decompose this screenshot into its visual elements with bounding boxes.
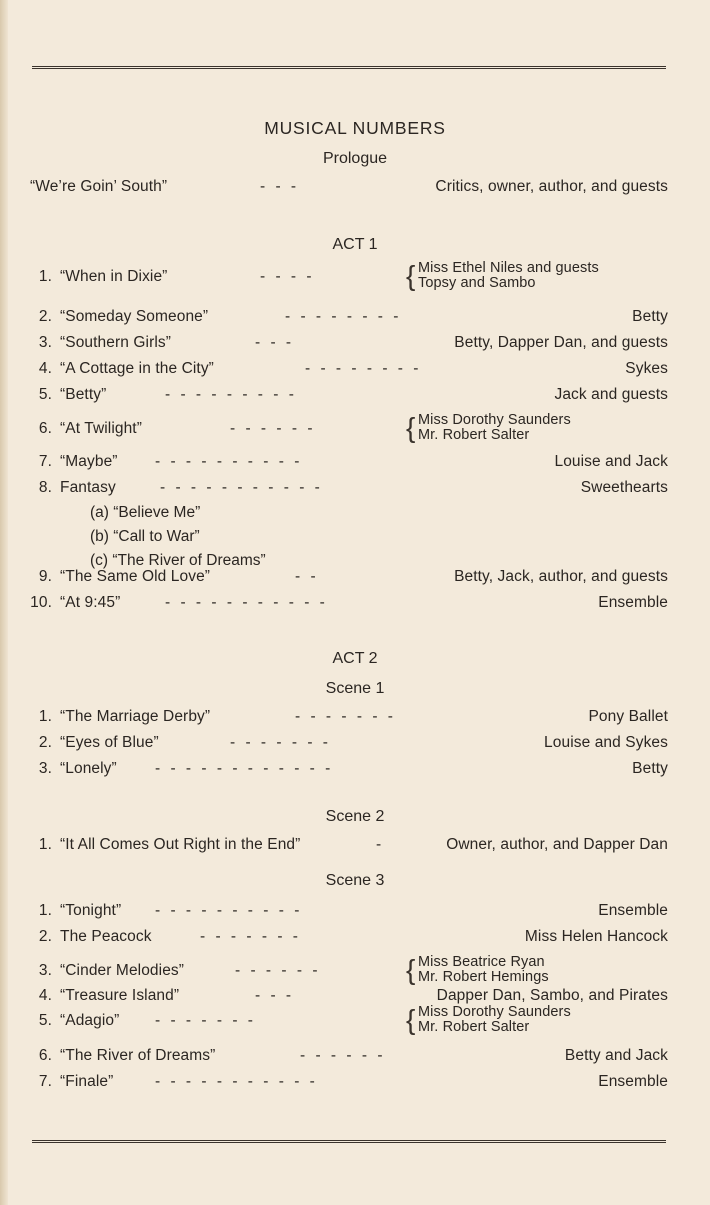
brace-glyph: { <box>406 954 416 985</box>
scene2-heading: Scene 2 <box>325 808 385 825</box>
leader-dots: - - - - - - <box>230 420 316 437</box>
list-item <box>30 594 668 616</box>
list-item <box>30 708 668 730</box>
item-number: 7. <box>38 1073 52 1090</box>
item-number: 6. <box>38 420 52 437</box>
list-item <box>30 479 668 501</box>
leader-dots: - - - - - - - - - - - <box>155 1073 318 1090</box>
performer-line: Miss Dorothy Saunders <box>418 412 571 428</box>
list-item <box>30 954 668 985</box>
prologue-row <box>30 178 668 200</box>
scene1-heading: Scene 1 <box>325 680 385 697</box>
performers <box>406 954 668 985</box>
performers: Owner, author, and Dapper Dan <box>446 836 668 853</box>
song-title: “Tonight” <box>60 902 122 919</box>
item-number: 7. <box>38 453 52 470</box>
song-title: “Eyes of Blue” <box>60 734 159 751</box>
item-number: 2. <box>38 928 52 945</box>
list-item <box>30 1047 668 1069</box>
song-title: “Adagio” <box>60 1012 120 1029</box>
performers: Louise and Sykes <box>544 734 668 751</box>
leader-dots: - - - - - - - - - - - - <box>155 760 334 777</box>
leader-dots: - - - - <box>260 268 315 285</box>
performers: Betty <box>632 308 668 325</box>
song-title: “Lonely” <box>60 760 117 777</box>
page-edge <box>0 0 8 1205</box>
item-number: 1. <box>38 836 52 853</box>
song-title: “It All Comes Out Right in the End” <box>60 836 301 853</box>
brace-glyph: { <box>406 260 416 291</box>
performers: Betty, Jack, author, and guests <box>454 568 668 585</box>
item-number: 4. <box>38 360 52 377</box>
leader-dots: - - - - - - - - <box>285 308 402 325</box>
performer-line: Miss Ethel Niles and guests <box>418 260 599 276</box>
performers: Betty <box>632 760 668 777</box>
leader-dots: - - - - - - - - - - - <box>160 479 323 496</box>
fantasy-part: (a) “Believe Me” <box>90 504 201 521</box>
item-number: 1. <box>38 268 52 285</box>
song-title: “At 9:45” <box>60 594 121 611</box>
performers: Pony Ballet <box>588 708 668 725</box>
performers: Louise and Jack <box>554 453 668 470</box>
list-item <box>30 308 668 330</box>
item-number: 1. <box>38 708 52 725</box>
performers: Jack and guests <box>554 386 668 403</box>
item-number: 3. <box>38 334 52 351</box>
song-title: “Maybe” <box>60 453 118 470</box>
leader-dots: - - - <box>255 334 295 351</box>
item-number: 4. <box>38 987 52 1004</box>
leader-dots: - - - - - - - - - - <box>155 902 303 919</box>
song-title: “At Twilight” <box>60 420 142 437</box>
leader-dots: - - - - - - - - <box>305 360 422 377</box>
item-number: 1. <box>38 902 52 919</box>
list-item <box>30 902 668 924</box>
leader-dots: - - - <box>260 178 300 195</box>
performer-line: Mr. Robert Hemings <box>418 969 549 985</box>
performers: Miss Helen Hancock <box>524 928 668 945</box>
leader-dots: - - - - - - - <box>155 1012 256 1029</box>
performers: Betty and Jack <box>564 1047 668 1064</box>
list-item <box>30 568 668 590</box>
leader-dots: - - - - - - - <box>230 734 331 751</box>
list-item <box>30 760 668 782</box>
item-number: 3. <box>38 760 52 777</box>
fantasy-part: (b) “Call to War” <box>90 528 200 545</box>
leader-dots: - - <box>295 568 319 585</box>
leader-dots: - <box>376 836 385 853</box>
leader-dots: - - - - - - - - - - <box>155 453 303 470</box>
performers: Ensemble <box>598 594 668 611</box>
performers <box>406 260 668 291</box>
list-item <box>30 334 668 356</box>
leader-dots: - - - - - - - <box>295 708 396 725</box>
bottom-double-rule <box>32 1140 666 1145</box>
list-item <box>30 928 668 950</box>
item-number: 2. <box>38 734 52 751</box>
song-title: “Cinder Melodies” <box>60 962 185 979</box>
performer-line: Topsy and Sambo <box>418 275 536 291</box>
song-title: “Finale” <box>60 1073 114 1090</box>
item-number: 2. <box>38 308 52 325</box>
list-item <box>30 360 668 382</box>
item-number: 3. <box>38 962 52 979</box>
performer-line: Mr. Robert Salter <box>418 427 530 443</box>
list-item <box>30 453 668 475</box>
song-title: “Someday Someone” <box>60 308 209 325</box>
brace-glyph: { <box>406 1004 416 1035</box>
leader-dots: - - - <box>255 987 295 1004</box>
item-number: 5. <box>38 1012 52 1029</box>
performer-line: Mr. Robert Salter <box>418 1019 530 1035</box>
song-title: “The Marriage Derby” <box>60 708 211 725</box>
page-title: MUSICAL NUMBERS <box>264 118 446 138</box>
performers: Critics, owner, author, and guests <box>435 178 668 195</box>
act2-heading: ACT 2 <box>332 650 378 667</box>
list-item <box>30 1073 668 1095</box>
item-number: 6. <box>38 1047 52 1064</box>
leader-dots: - - - - - - - - - <box>165 386 297 403</box>
leader-dots: - - - - - - - - - - - <box>165 594 328 611</box>
performer-line: Miss Dorothy Saunders <box>418 1004 571 1020</box>
performers <box>406 412 668 443</box>
item-number: 5. <box>38 386 52 403</box>
song-title: “A Cottage in the City” <box>60 360 214 377</box>
performers: Ensemble <box>598 902 668 919</box>
performers: Sykes <box>625 360 668 377</box>
item-number: 10. <box>30 594 52 611</box>
list-item <box>30 836 668 858</box>
top-double-rule <box>32 66 666 71</box>
act1-heading: ACT 1 <box>332 236 378 253</box>
performers: Dapper Dan, Sambo, and Pirates <box>436 987 668 1004</box>
leader-dots: - - - - - - <box>235 962 321 979</box>
song-title: “We’re Goin’ South” <box>30 178 168 195</box>
performers: Betty, Dapper Dan, and guests <box>454 334 668 351</box>
item-number: 9. <box>38 568 52 585</box>
performers: Sweethearts <box>580 479 668 496</box>
scene3-heading: Scene 3 <box>325 872 385 889</box>
song-title: “When in Dixie” <box>60 268 168 285</box>
leader-dots: - - - - - - <box>300 1047 386 1064</box>
list-item <box>30 734 668 756</box>
leader-dots: - - - - - - - <box>200 928 301 945</box>
song-title: Fantasy <box>60 479 116 496</box>
fantasy-part: (c) “The River of Dreams” <box>90 552 266 569</box>
song-title: “The Same Old Love” <box>60 568 211 585</box>
list-item <box>30 260 668 291</box>
song-title: The Peacock <box>60 928 152 945</box>
performers: Ensemble <box>598 1073 668 1090</box>
list-item <box>30 412 668 443</box>
song-title: “Southern Girls” <box>60 334 171 351</box>
song-title: “The River of Dreams” <box>60 1047 216 1064</box>
prologue-heading: Prologue <box>322 150 388 167</box>
list-item <box>30 386 668 408</box>
performer-line: Miss Beatrice Ryan <box>418 954 545 970</box>
performers <box>406 1004 668 1035</box>
brace-glyph: { <box>406 412 416 443</box>
item-number: 8. <box>38 479 52 496</box>
song-title: “Treasure Island” <box>60 987 180 1004</box>
list-item <box>30 1004 668 1035</box>
song-title: “Betty” <box>60 386 107 403</box>
